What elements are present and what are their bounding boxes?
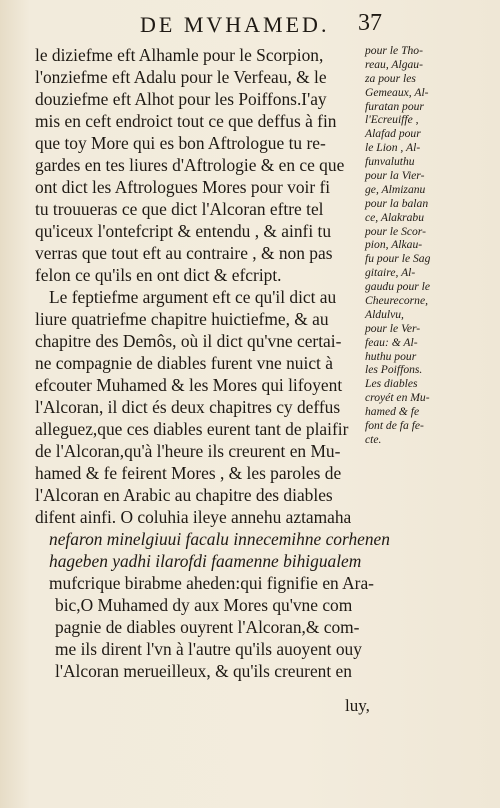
margin-line: feau: & Al- [365,335,418,349]
text-line: l'Alcoran, il dict és deux chapitres cy deffus [35,397,341,417]
text-line: gardes en tes liures d'Aftrologie & en ce que [35,155,345,175]
text-line: difent ainfi. O coluhia ileye annehu aztamaha [35,507,352,527]
margin-line: gaudu pour le [365,280,431,294]
margin-line: reau, Algau- [365,57,423,71]
text-line: qu'iceux l'ontefcript & entendu , & ainfi tu [35,221,332,241]
text-line: le diziefme eft Alhamle pour le Scorpion, [35,45,324,65]
margin-line: Aldulvu, [365,307,404,321]
text-line: verras que tout eft au contraire , & non pas [35,243,333,263]
text-line: ont dict les Aftrologues Mores pour voir fi [35,177,331,197]
text-line: chapitre des Demôs, où il dict qu'vne certai- [35,331,342,351]
text-line-arabic: nefaron minelgiuui facalu innecemihne corhenen [49,529,390,549]
text-line: de l'Alcoran,qu'à l'heure ils creurent en Mu- [35,441,341,461]
text-line: douziefme eft Alhot pour les Poiffons.I'ay [35,89,327,109]
text-line: mufcrique birabme aheden:qui fignifie en Ara- [49,573,374,593]
text-line: l'onziefme eft Adalu pour le Verfeau, & le [35,67,327,87]
margin-line: Gemeaux, Al- [365,85,429,99]
running-header [140,10,440,40]
text-line: mis en ceft endroict tout ce que deffus à fin [35,111,337,131]
marginal-note [365,44,497,447]
text-line: Le feptiefme argument eft ce qu'il dict au [49,287,337,307]
text-line: me ils dirent l'vn à l'autre qu'ils auoyent ouy [55,639,362,659]
margin-line: font de fa fe- [365,419,424,433]
text-line: felon ce qu'ils en ont dict & efcript. [35,265,282,285]
margin-line: Cheurecorne, [365,294,428,308]
margin-line: pour le Tho- [365,44,423,57]
text-line: ne compagnie de diables furent vne nuict à [35,353,333,373]
margin-line: le Lion , Al- [365,141,421,155]
margin-line: pour la Vier- [365,169,425,183]
margin-line: fu pour le Sag [365,252,431,266]
margin-line: pour le Ver- [365,321,421,335]
margin-line: l'Ecreuiffe , [365,113,419,127]
margin-line: cte. [365,432,382,446]
text-line: bic,O Muhamed dy aux Mores qu'vne com [55,595,353,615]
margin-line: huthu pour [365,349,417,363]
margin-line: pion, Alkau- [365,238,423,252]
margin-line: za pour les [365,71,416,85]
margin-line: ce, Alakrabu [365,210,425,224]
text-line: tu trouueras ce que dict l'Alcoran eftre tel [35,199,324,219]
margin-line: Les diables [365,377,418,391]
text-line: alleguez,que ces diables eurent tant de plaifir [35,419,349,439]
margin-line: furatan pour [365,99,424,113]
text-line: hamed & fe feirent Mores , & les paroles de [35,463,342,483]
text-line-arabic: hageben yadhi ilarofdi faamenne bihigualem [49,551,362,571]
text-line: l'Alcoran merueilleux, & qu'ils creurent en [55,661,352,681]
margin-line: funvaluthu [365,155,415,169]
page-number: 37 [358,10,382,36]
margin-line: les Poiffons. [365,363,423,377]
margin-line: Alafad pour [365,127,421,141]
text-line: pagnie de diables ouyrent l'Alcoran,& com- [55,617,360,637]
text-line: que toy More qui es bon Aftrologue tu re- [35,133,326,153]
margin-line: gitaire, Al- [365,266,416,280]
margin-line: ge, Almizanu [365,182,426,196]
text-line: liure quatriefme chapitre huictiefme, & au [35,309,329,329]
margin-line: croyét en Mu- [365,391,430,405]
margin-line: pour la balan [365,196,429,210]
margin-line: hamed & fe [365,405,420,419]
text-line: efcouter Muhamed & les Mores qui lifoyent [35,375,343,395]
header-title: DE MVHAMED. [140,12,330,37]
text-line: l'Alcoran en Arabic au chapitre des diables [35,485,333,505]
margin-line: pour le Scor- [365,224,426,238]
catchword: luy, [345,696,370,715]
